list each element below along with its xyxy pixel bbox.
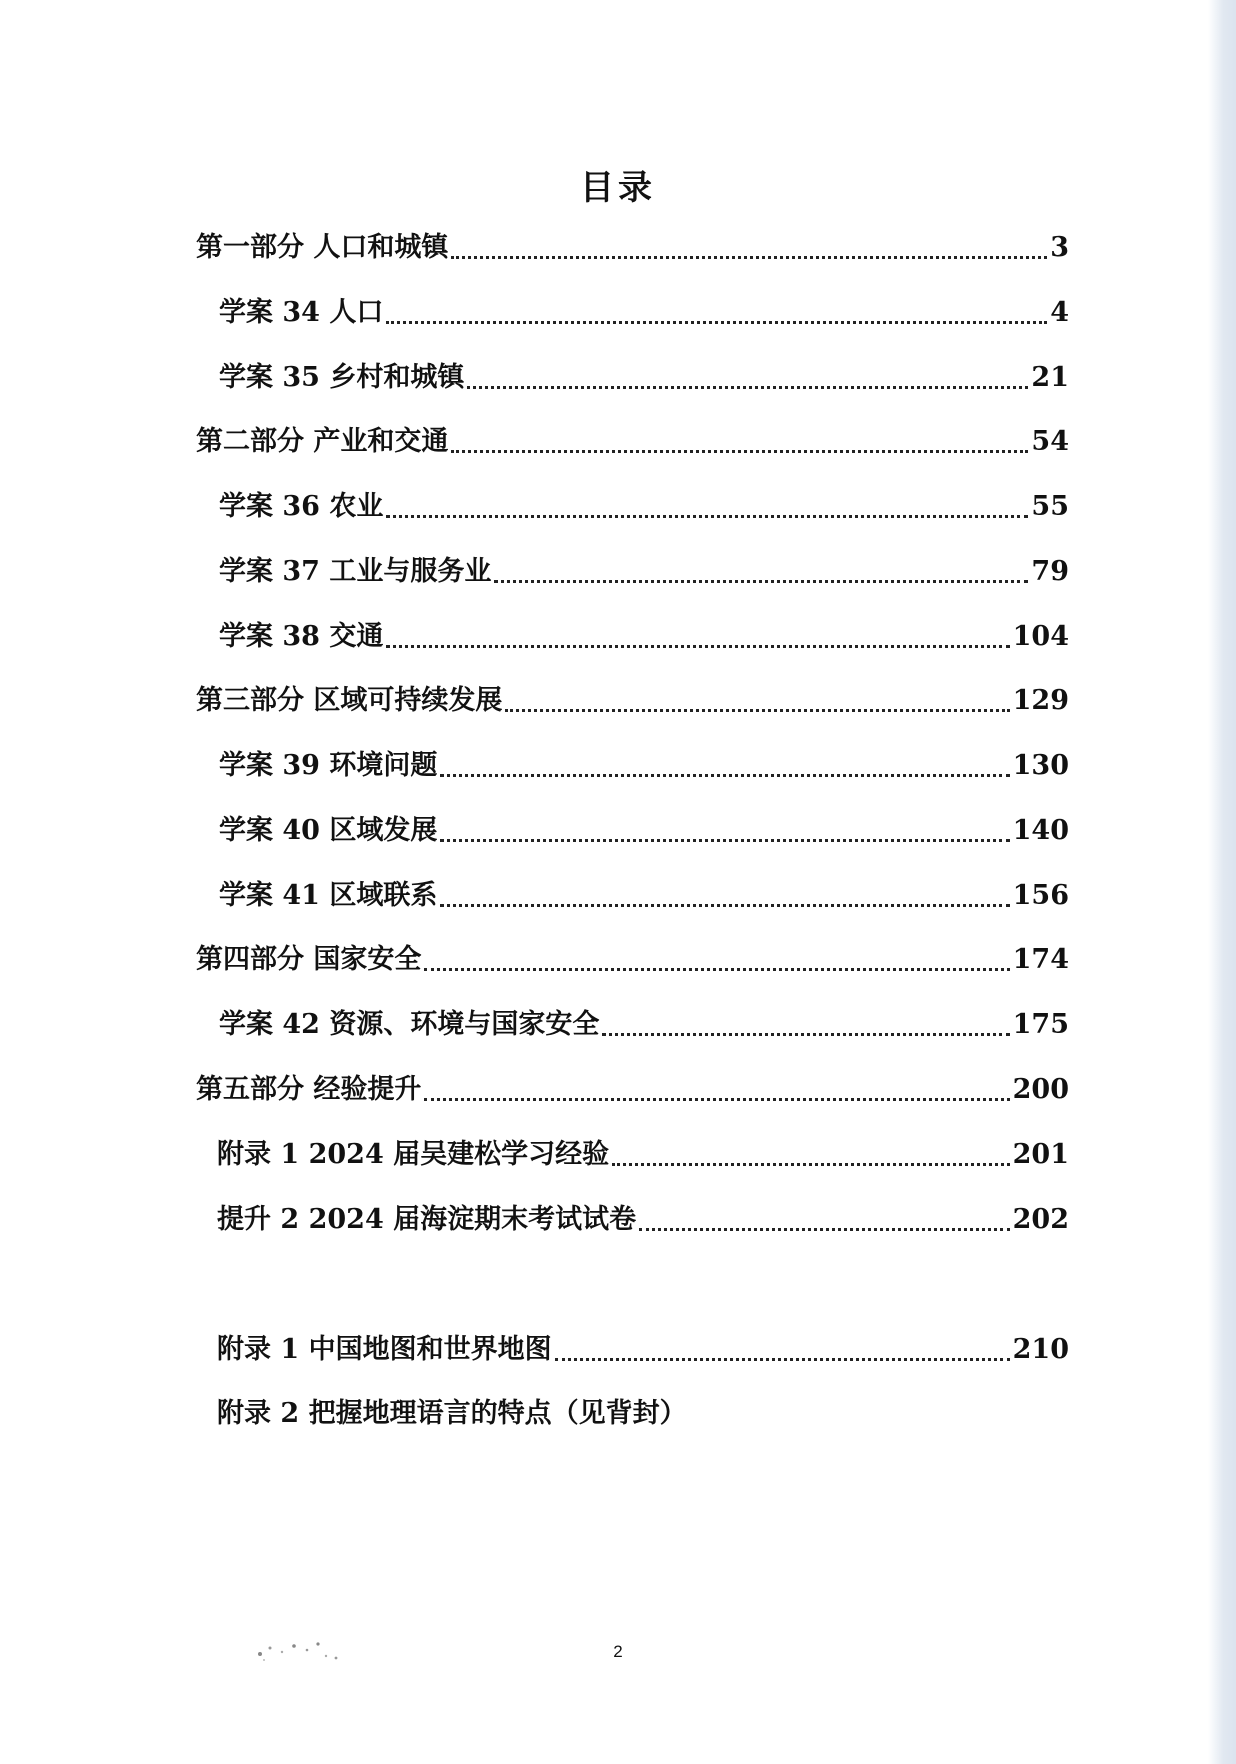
leader-dots — [494, 580, 1028, 583]
appendix-entry[interactable] — [217, 1394, 1069, 1434]
toc-entry-page: 3 — [1050, 232, 1069, 263]
appendix-entry-label: 附录 2 把握地理语言的特点（见背封） — [217, 1398, 687, 1429]
leader-dots — [505, 709, 1009, 712]
toc-entry-label: 第四部分 国家安全 — [196, 944, 422, 975]
leader-dots — [386, 515, 1028, 518]
leader-dots — [440, 904, 1009, 907]
leader-dots — [555, 1358, 1010, 1361]
leader-dots — [424, 968, 1009, 971]
leader-dots — [451, 256, 1047, 259]
toc-entry[interactable] — [219, 617, 1069, 657]
toc-entry[interactable] — [219, 358, 1069, 398]
toc-entry-page: 55 — [1031, 491, 1069, 522]
toc-entry-page: 79 — [1031, 556, 1069, 587]
toc-entry[interactable] — [219, 1005, 1069, 1045]
page-number: 2 — [613, 1642, 623, 1661]
toc-entry[interactable] — [196, 681, 1069, 721]
toc-entry-page: 140 — [1012, 815, 1069, 846]
toc-entry-page: 54 — [1031, 426, 1069, 457]
leader-dots — [440, 774, 1009, 777]
leader-dots — [639, 1228, 1009, 1231]
page-title: 目录 — [580, 168, 656, 208]
toc-entry-label: 学案 38 交通 — [219, 621, 384, 652]
toc-entry-label: 学案 39 环境问题 — [219, 750, 438, 781]
toc-entry-label: 学案 41 区域联系 — [219, 880, 438, 911]
toc-entry-label: 第一部分 人口和城镇 — [196, 232, 449, 263]
toc-entry[interactable] — [196, 1070, 1069, 1110]
toc-entry-page: 104 — [1012, 621, 1069, 652]
toc-entry[interactable] — [219, 876, 1069, 916]
toc-entry[interactable] — [219, 552, 1069, 592]
toc-entry-label: 第五部分 经验提升 — [196, 1074, 422, 1105]
toc-entry[interactable] — [196, 228, 1069, 268]
leader-dots — [451, 450, 1028, 453]
toc-entry-label: 第二部分 产业和交通 — [196, 426, 449, 457]
leader-dots — [386, 321, 1047, 324]
toc-entry-page: 130 — [1012, 750, 1069, 781]
toc-entry[interactable] — [217, 1135, 1069, 1175]
appendix-entry-label: 附录 1 中国地图和世界地图 — [217, 1334, 552, 1365]
toc-entry[interactable] — [219, 487, 1069, 527]
leader-dots — [424, 1098, 1009, 1101]
toc-entry-page: 175 — [1012, 1009, 1069, 1040]
leader-dots — [386, 645, 1009, 648]
toc-entry-page: 21 — [1031, 362, 1069, 393]
toc-entry[interactable] — [217, 1200, 1069, 1240]
appendix-entry[interactable] — [217, 1330, 1069, 1370]
toc-entry-page: 200 — [1012, 1074, 1069, 1105]
toc-entry-page: 202 — [1012, 1204, 1069, 1235]
toc-entry-label: 学案 42 资源、环境与国家安全 — [219, 1009, 600, 1040]
toc-entry-page: 156 — [1012, 880, 1069, 911]
toc-entry-page: 4 — [1050, 297, 1069, 328]
toc-entry[interactable] — [196, 422, 1069, 462]
leader-dots — [467, 386, 1028, 389]
toc-entry[interactable] — [196, 940, 1069, 980]
leader-dots — [602, 1033, 1009, 1036]
toc-entry-label: 学案 34 人口 — [219, 297, 384, 328]
toc-entry[interactable] — [219, 746, 1069, 786]
toc-entry-label: 提升 2 2024 届海淀期末考试试卷 — [217, 1204, 637, 1235]
toc-entry-label: 学案 36 农业 — [219, 491, 384, 522]
toc-entry-page: 201 — [1012, 1139, 1069, 1170]
toc-entry-label: 附录 1 2024 届吴建松学习经验 — [217, 1139, 610, 1170]
leader-dots — [612, 1163, 1009, 1166]
toc-entry[interactable] — [219, 293, 1069, 333]
toc-entry-page: 129 — [1012, 685, 1069, 716]
toc-entry-label: 学案 40 区域发展 — [219, 815, 438, 846]
toc-entry[interactable] — [219, 811, 1069, 851]
scan-edge-shadow — [1208, 0, 1236, 1764]
toc-entry-label: 学案 35 乡村和城镇 — [219, 362, 465, 393]
toc-entry-label: 学案 37 工业与服务业 — [219, 556, 492, 587]
leader-dots — [440, 839, 1009, 842]
toc-entry-page: 174 — [1012, 944, 1069, 975]
toc-entry-label: 第三部分 区域可持续发展 — [196, 685, 503, 716]
appendix-entry-page: 210 — [1012, 1334, 1069, 1365]
